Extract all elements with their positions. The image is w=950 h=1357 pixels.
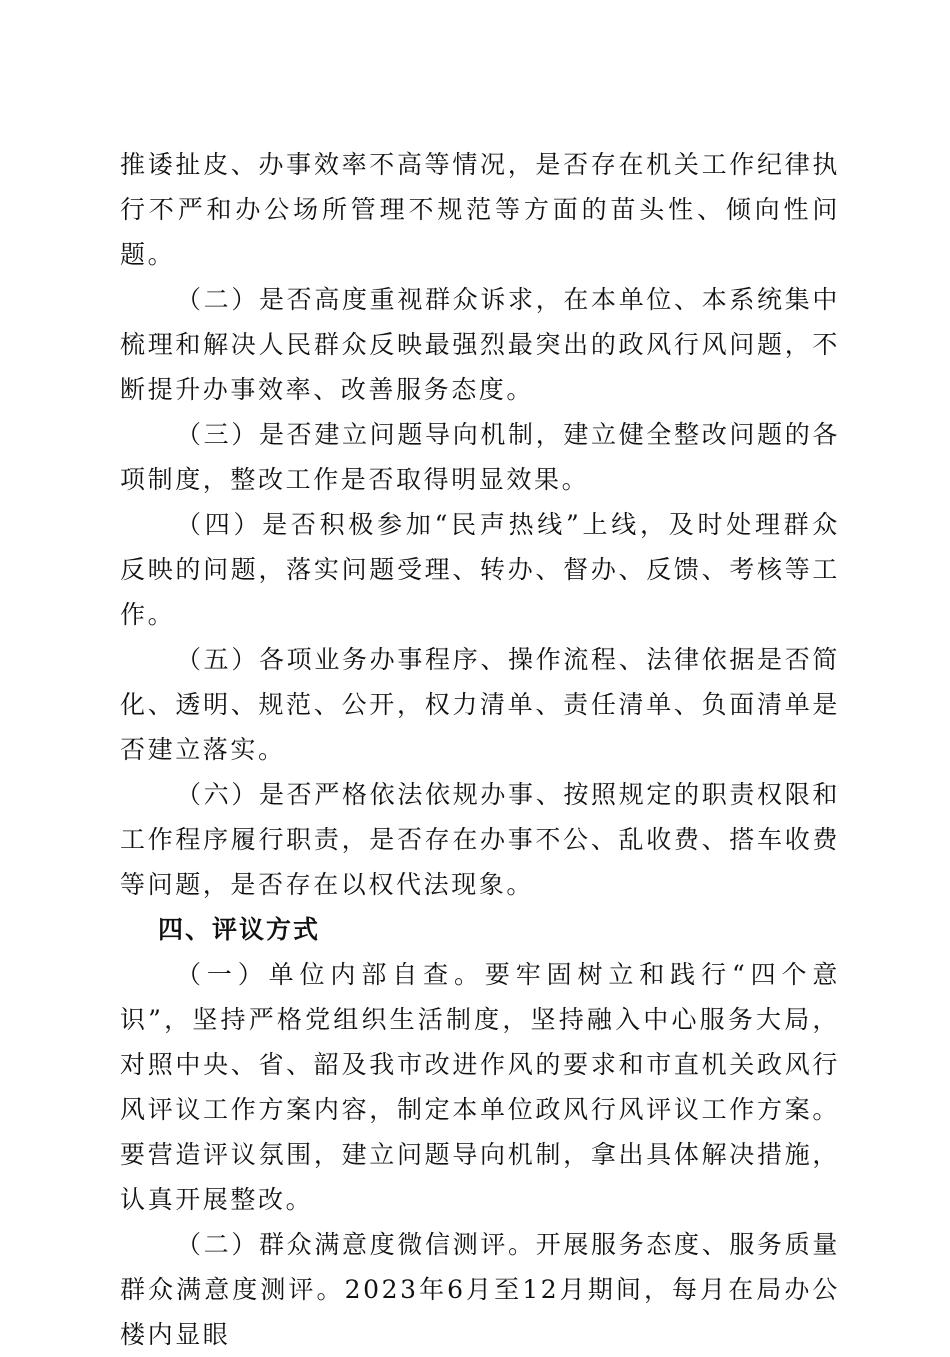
paragraph-item-4: （四）是否积极参加“民声热线”上线，及时处理群众反映的问题，落实问题受理、转办、督办、反馈、考核等工作。 (120, 510, 840, 629)
paragraph-item-3: （三）是否建立问题导向机制，建立健全整改问题的各项制度，整改工作是否取得明显效果。 (120, 420, 840, 494)
section-paragraph-1: （一）单位内部自查。要牢固树立和践行“四个意识”，坚持严格党组织生活制度，坚持融入中心服务大局，对照中央、省、韶及我市改进作风的要求和市直机关政风行风评议工作方案内容，制定本单位政风行风评议工作方案。要营造评议氛围，建立问题导向机制，拿出具体解决措施，认真开展整改。 (120, 960, 840, 1214)
section-heading: 四、评议方式 (158, 915, 321, 944)
paragraph-item-5: （五）各项业务办事程序、操作流程、法律依据是否简化、透明、规范、公开，权力清单、责任清单、负面清单是否建立落实。 (120, 645, 840, 764)
document-body (120, 142, 840, 1357)
paragraph-item-6: （六）是否严格依法依规办事、按照规定的职责权限和工作程序履行职责，是否存在办事不公、乱收费、搭车收费等问题，是否存在以权代法现象。 (120, 780, 840, 899)
paragraph-item-2: （二）是否高度重视群众诉求，在本单位、本系统集中梳理和解决人民群众反映最强烈最突出的政风行风问题，不断提升办事效率、改善服务态度。 (120, 285, 840, 404)
paragraph-continued: 推诿扯皮、办事效率不高等情况，是否存在机关工作纪律执行不严和办公场所管理不规范等方面的苗头性、倾向性问题。 (120, 150, 840, 269)
section-paragraph-2: （二）群众满意度微信测评。开展服务态度、服务质量群众满意度测评。2023年6月至12月期间，每月在局办公楼内显眼 (120, 1230, 840, 1349)
